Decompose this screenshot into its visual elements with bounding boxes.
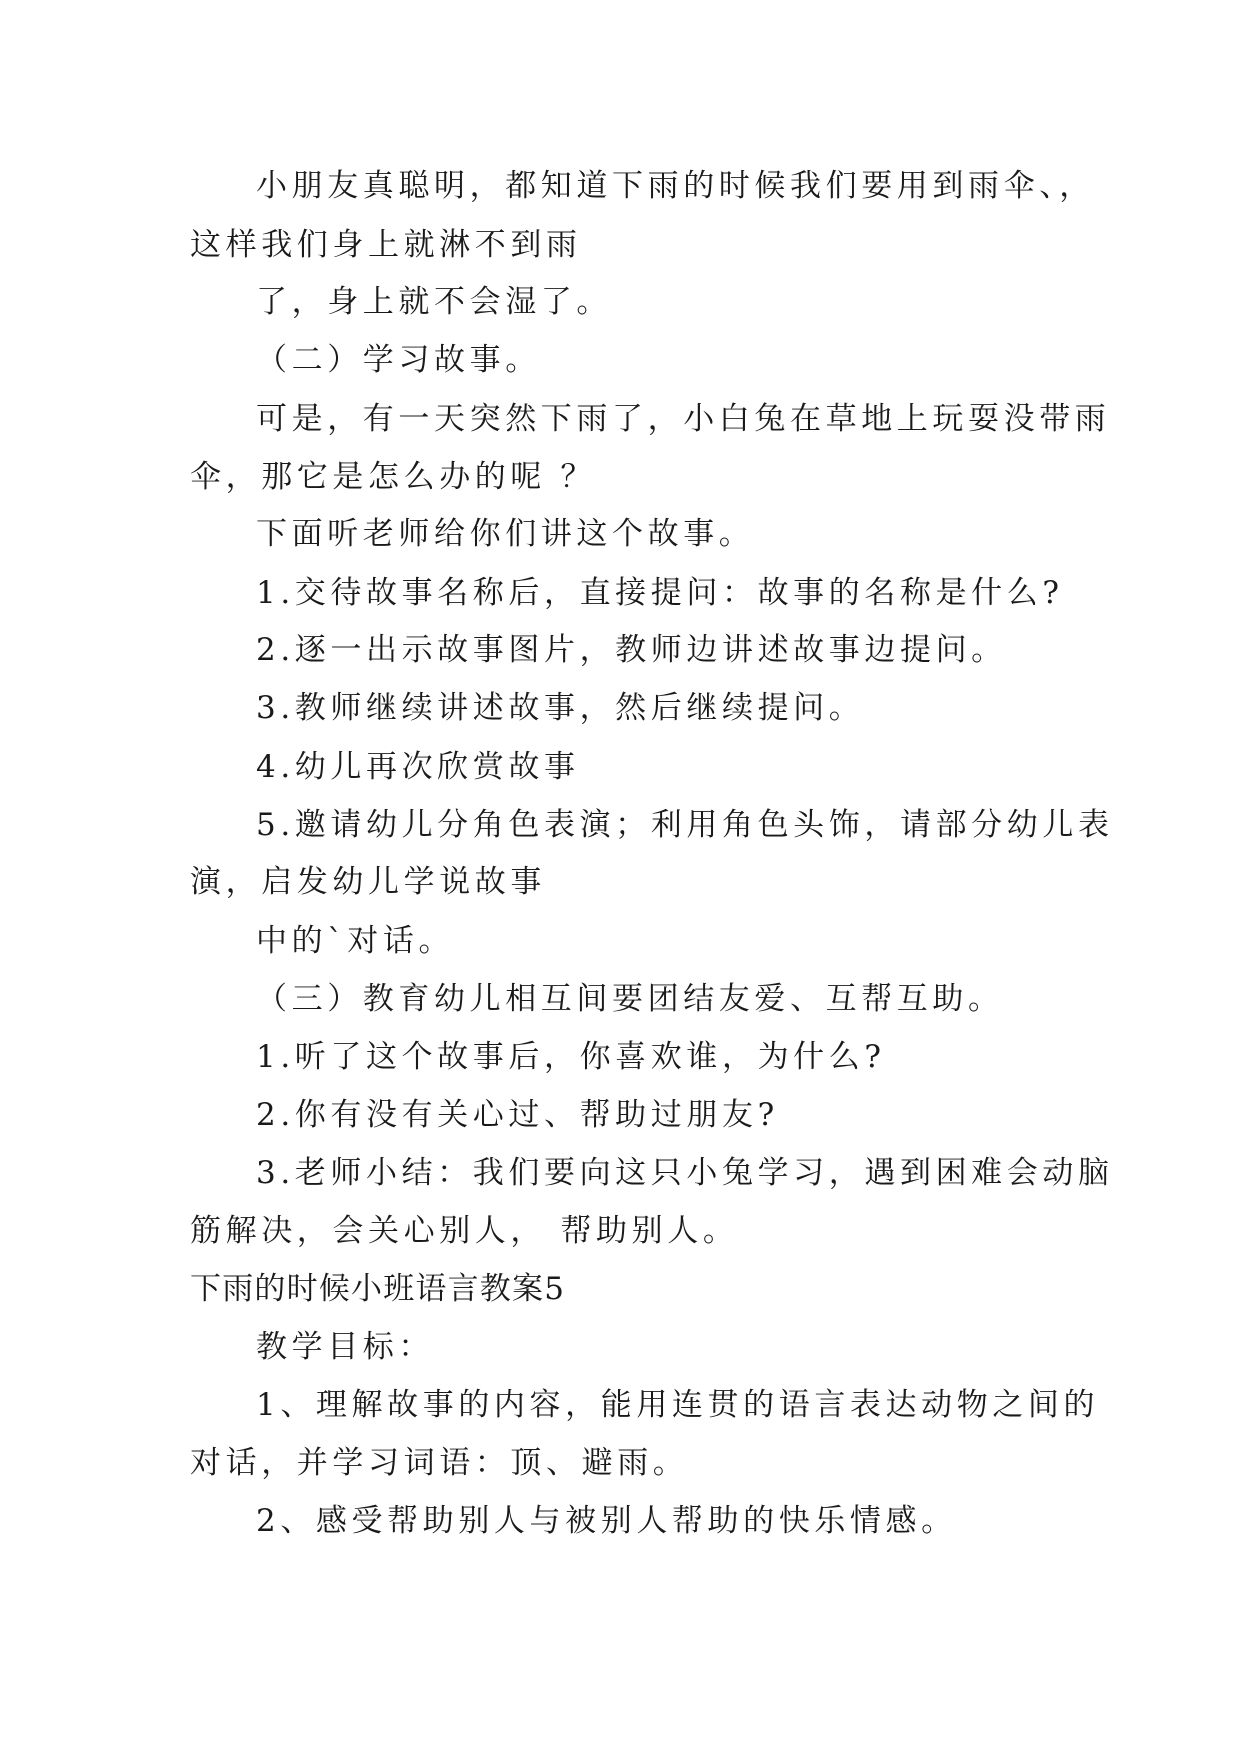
paragraph-line: 教学目标： — [256, 1329, 434, 1365]
list-item: 2.逐一出示故事图片，教师边讲述故事边提问。 — [256, 632, 1007, 668]
list-item: 2.你有没有关心过、帮助过朋友? — [256, 1097, 779, 1133]
list-item: 1、理解故事的内容，能用连贯的语言表达动物之间的 — [256, 1387, 1100, 1423]
section-heading: （三）教育幼儿相互间要团结友爱、互帮互助。 — [256, 981, 1004, 1017]
paragraph-line: 对话，并学习词语：顶、避雨。 — [190, 1445, 689, 1481]
document-title: 下雨的时候小班语言教案5 — [190, 1271, 566, 1307]
paragraph-line: 下面听老师给你们讲这个故事。 — [256, 516, 755, 552]
list-item: 2、感受帮助别人与被别人帮助的快乐情感。 — [256, 1503, 957, 1539]
paragraph-line: 了，身上就不会湿了。 — [256, 284, 612, 320]
paragraph-line: 这样我们身上就淋不到雨 — [190, 227, 582, 263]
section-heading: （二）学习故事。 — [256, 342, 541, 378]
paragraph-line: 筋解决，会关心别人， 帮助别人。 — [190, 1213, 739, 1249]
list-item: 4.幼儿再次欣赏故事 — [256, 749, 580, 785]
paragraph-line: 小朋友真聪明，都知道下雨的时候我们要用到雨伞、， — [256, 168, 1095, 204]
list-item: 1.交待故事名称后，直接提问：故事的名称是什么? — [256, 575, 1064, 611]
paragraph-line: 演，启发幼儿学说故事 — [190, 864, 546, 900]
paragraph-line: 中的`对话。 — [256, 923, 455, 959]
list-item: 3.教师继续讲述故事，然后继续提问。 — [256, 690, 865, 726]
paragraph-line: 可是，有一天突然下雨了，小白兔在草地上玩耍没带雨 — [256, 401, 1111, 437]
paragraph-line: 伞，那它是怎么办的呢 ？ — [190, 459, 597, 495]
list-item: 5.邀请幼儿分角色表演；利用角色头饰，请部分幼儿表 — [256, 807, 1114, 843]
list-item: 1.听了这个故事后，你喜欢谁，为什么? — [256, 1039, 886, 1075]
list-item: 3.老师小结：我们要向这只小兔学习，遇到困难会动脑 — [256, 1155, 1114, 1191]
